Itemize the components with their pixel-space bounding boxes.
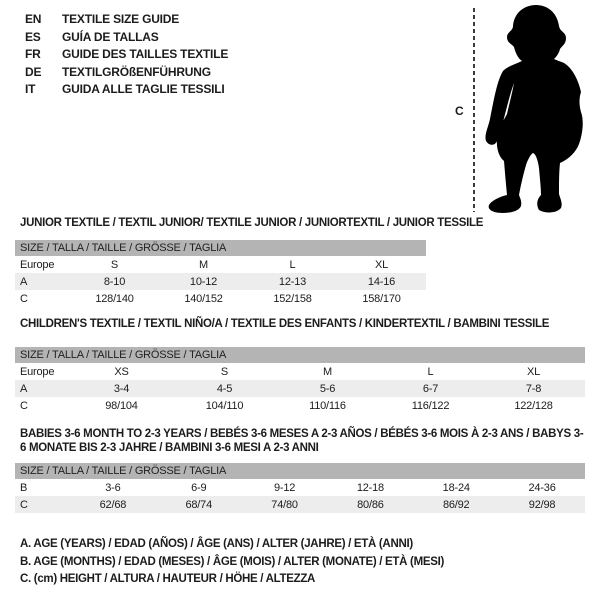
table-row — [15, 363, 585, 380]
table-cell: 80/86 — [327, 496, 413, 513]
table-cell: 128/140 — [95, 292, 134, 305]
table-cell: 12-18 — [356, 481, 384, 494]
row-label: C — [20, 292, 28, 305]
language-code: ES — [25, 29, 41, 44]
language-title: GUIDA ALLE TAGLIE TESSILI — [62, 82, 225, 96]
table-row — [15, 496, 585, 513]
table-row — [15, 290, 426, 307]
section-heading-babies: BABIES 3-6 MONTH TO 2-3 YEARS / BEBÉS 3-6 MESES A 2-3 AÑOS / BÉBÉS 3-6 MOIS À 2-3 ANS / BABYS 3-6 MONATE BIS 2-3 JAHRE / BAMBINI 3-6 MESI A 2-3 ANNI — [20, 428, 584, 454]
footnote-c: C. (cm) HEIGHT / ALTURA / HAUTEUR / HÖHE / ALTEZZA — [20, 573, 316, 585]
language-row — [25, 46, 228, 64]
table-cell: 6-7 — [379, 380, 482, 397]
table-cell: 110/116 — [309, 399, 346, 412]
toddler-silhouette-icon — [483, 3, 597, 215]
size-header-row — [15, 463, 585, 479]
table-row — [15, 479, 585, 496]
babies-size-table — [15, 463, 585, 513]
table-cell: 140/152 — [184, 292, 223, 305]
language-title: TEXTILE SIZE GUIDE — [62, 12, 180, 26]
size-header-bar: SIZE / TALLA / TAILLE / GRÖSSE / TAGLIA — [15, 463, 585, 479]
language-code: DE — [25, 64, 42, 79]
table-cell: 152/158 — [273, 292, 312, 305]
table-cell: 3-4 — [70, 380, 173, 397]
language-title: GUÍA DE TALLAS — [62, 29, 159, 44]
language-row — [25, 64, 228, 82]
footnote-a: A. AGE (YEARS) / EDAD (AÑOS) / ÂGE (ANS) / ALTER (JAHRE) / ETÀ (ANNI) — [20, 538, 413, 550]
table-cell: XL — [526, 365, 541, 378]
table-cell: 7-8 — [482, 380, 585, 397]
table-cell: 9-12 — [273, 481, 296, 494]
row-label: B — [20, 481, 28, 494]
table-row — [15, 256, 426, 273]
language-title-list — [25, 11, 228, 99]
table-cell: 62/68 — [70, 496, 156, 513]
size-header-bar: SIZE / TALLA / TAILLE / GRÖSSE / TAGLIA — [15, 240, 426, 256]
size-header-row — [15, 347, 585, 363]
language-title: GUIDE DES TAILLES TEXTILE — [62, 47, 229, 61]
section-heading-children: CHILDREN'S TEXTILE / TEXTIL NIÑO/A / TEXTILE DES ENFANTS / KINDERTEXTIL / BAMBINI TESSILE — [20, 318, 550, 330]
table-cell: 158/170 — [362, 292, 401, 305]
table-cell: 122/128 — [514, 399, 553, 412]
language-row — [25, 29, 228, 47]
table-cell: 68/74 — [156, 496, 242, 513]
language-row — [25, 81, 228, 99]
table-cell: 3-6 — [105, 481, 121, 494]
footnote-b: B. AGE (MONTHS) / EDAD (MESES) / ÂGE (MOIS) / ALTER (MONATE) / ETÀ (MESI) — [20, 555, 445, 568]
table-cell: 5-6 — [276, 380, 379, 397]
language-code: EN — [25, 12, 42, 26]
table-row — [15, 397, 585, 414]
table-cell: 116/122 — [411, 399, 450, 412]
table-cell: 4-5 — [173, 380, 276, 397]
row-label: C — [15, 496, 70, 513]
children-size-table — [15, 347, 585, 414]
table-cell: 92/98 — [499, 496, 585, 513]
row-label: C — [20, 399, 28, 412]
row-label: Europe — [20, 365, 55, 378]
size-header-bar: SIZE / TALLA / TAILLE / GRÖSSE / TAGLIA — [15, 347, 585, 363]
table-cell: 6-9 — [191, 481, 207, 494]
row-label: A — [15, 273, 70, 290]
table-cell: 18-24 — [442, 481, 470, 494]
section-heading-junior: JUNIOR TEXTILE / TEXTIL JUNIOR/ TEXTILE JUNIOR / JUNIORTEXTIL / JUNIOR TESSILE — [20, 217, 484, 229]
height-measure-label: C — [455, 104, 464, 118]
table-cell: 24-36 — [528, 481, 556, 494]
table-cell: XS — [114, 365, 129, 378]
language-row — [25, 11, 228, 29]
table-cell: 12-13 — [248, 273, 337, 290]
table-cell: M — [323, 365, 332, 378]
language-code: FR — [25, 47, 41, 61]
table-cell: L — [289, 258, 296, 271]
table-cell: M — [199, 258, 208, 271]
table-cell: L — [427, 365, 434, 378]
table-cell: 10-12 — [159, 273, 248, 290]
language-code: IT — [25, 82, 36, 96]
table-cell: S — [220, 365, 229, 378]
table-cell: XL — [374, 258, 389, 271]
table-cell: 104/110 — [205, 399, 244, 412]
row-label: Europe — [20, 258, 55, 271]
footnotes — [20, 536, 444, 589]
table-row — [15, 273, 426, 290]
table-cell: 8-10 — [70, 273, 159, 290]
table-row — [15, 380, 585, 397]
table-cell: 98/104 — [105, 399, 138, 412]
table-cell: S — [110, 258, 119, 271]
row-label: A — [15, 380, 70, 397]
table-cell: 74/80 — [242, 496, 328, 513]
table-cell: 14-16 — [337, 273, 426, 290]
language-title: TEXTILGRÖßENFÜHRUNG — [62, 64, 211, 79]
height-measure-dashed-line — [473, 8, 475, 212]
size-header-row — [15, 240, 426, 256]
table-cell: 86/92 — [413, 496, 499, 513]
junior-size-table — [15, 240, 426, 307]
